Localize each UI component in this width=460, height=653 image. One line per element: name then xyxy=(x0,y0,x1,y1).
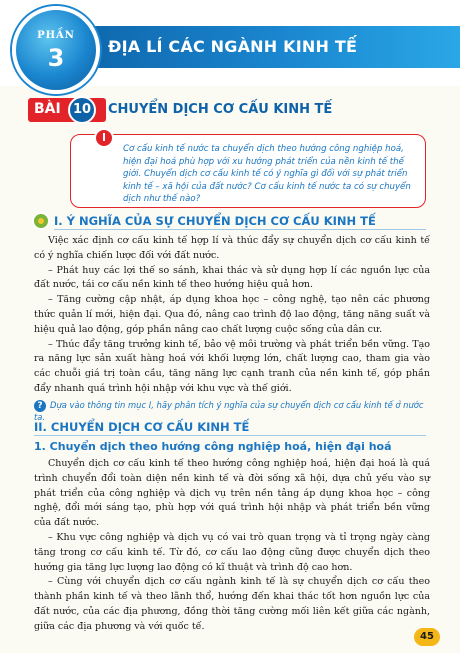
page-number: 45 xyxy=(414,628,440,646)
subsection-1-title: 1. Chuyển dịch theo hướng công nghiệp hoá, hiện đại hoá xyxy=(34,440,392,453)
question-line xyxy=(34,400,434,422)
section-2-body xyxy=(34,457,430,635)
lesson-title: CHUYỂN DỊCH CƠ CẤU KINH TẾ xyxy=(108,102,333,117)
paragraph: – Cùng với chuyển dịch cơ cấu ngành kinh tế là sự chuyển dịch cơ cấu theo thành phần kinh tế và theo lãnh thổ, hướng đến khai thác tốt hơn nguồn lực của đất nước, của các địa phương, đồng thời tăng cường mối liên kết giữa các ngành, giữa các địa phương và với quốc tế. xyxy=(34,576,430,632)
question-icon: ? xyxy=(34,400,46,412)
section-1-body xyxy=(34,234,430,397)
section-2-divider xyxy=(34,435,426,436)
part-number: 3 xyxy=(47,44,65,72)
question-text: Dựa vào thông tin mục I, hãy phân tích ý nghĩa của sự chuyển dịch cơ cấu kinh tế ở nước ta. xyxy=(34,400,424,422)
paragraph: – Thúc đẩy tăng trưởng kinh tế, bảo vệ môi trường và phát triển bền vững. Tạo ra năng lực sản xuất hàng hoá với khối lượng lớn, chất lượng cao, tham gia vào các chuỗi giá trị toàn cầu, tăng năng lực cạnh tranh của nền kinh tế, góp phần đẩy nhanh quá trình hội nhập với khu vực và thế giới. xyxy=(34,338,430,394)
paragraph: – Khu vực công nghiệp và dịch vụ có vai trò quan trọng và tỉ trọng ngày càng tăng trong cơ cấu kinh tế. Từ đó, cơ cấu lao động cũng được chuyển dịch theo hướng gia tăng lực lượng lao động có kĩ thuật và trình độ cao hơn. xyxy=(34,531,430,573)
part-label: PHẦN xyxy=(37,30,75,41)
section-1-divider xyxy=(54,229,426,230)
section-icon xyxy=(32,212,50,230)
section-1-title: I. Ý NGHĨA CỦA SỰ CHUYỂN DỊCH CƠ CẤU KINH TẾ xyxy=(54,214,376,228)
lesson-word: BÀI xyxy=(34,101,61,117)
paragraph: Việc xác định cơ cấu kinh tế hợp lí và thúc đẩy sự chuyển dịch cơ cấu kinh tế có ý nghĩa chiến lược đối với đất nước. xyxy=(34,235,430,261)
lesson-number: 10 xyxy=(68,96,96,124)
part-badge xyxy=(12,6,100,94)
section-2-title: II. CHUYỂN DỊCH CƠ CẤU KINH TẾ xyxy=(34,420,250,434)
power-icon xyxy=(94,128,114,148)
paragraph: Chuyển dịch cơ cấu kinh tế theo hướng công nghiệp hoá, hiện đại hoá là quá trình chuyển đổi toàn diện nền kinh tế và đời sống xã hội, dựa chủ yếu vào sự phát triển của công nghiệp và dịch vụ trên nền tảng áp dụng khoa học – công nghệ, đổi mới sáng tạo, phù hợp với quá trình hội nhập và phát triển bền vững của đất nước. xyxy=(34,458,430,529)
part-title: ĐỊA LÍ CÁC NGÀNH KINH TẾ xyxy=(108,37,358,56)
paragraph: – Tăng cường cập nhật, áp dụng khoa học – công nghệ, tạo nên các phương thức quản lí mới, hiện đại. Qua đó, nâng cao trình độ lao động, tăng năng suất và hiệu quả lao động, góp phần nâng cao chất lượng cuộc sống của dân cư. xyxy=(34,294,430,335)
paragraph: – Phát huy các lợi thế so sánh, khai thác và sử dụng hợp lí các nguồn lực của đất nước, tái cơ cấu nền kinh tế theo hướng hiệu quả hơn. xyxy=(34,264,430,291)
intro-text: Cơ cấu kinh tế nước ta chuyển dịch theo hướng công nghiệp hoá, hiện đại hoá phù hợp với xu hướng phát triển của nền kinh tế thế giới. Chuyển dịch cơ cấu kinh tế có ý nghĩa gì đối với sự phát triển kinh tế – xã hội của đất nước? Cơ cấu kinh tế nước ta có sự chuyển dịch như thế nào? xyxy=(123,144,411,204)
intro-box xyxy=(70,134,426,208)
